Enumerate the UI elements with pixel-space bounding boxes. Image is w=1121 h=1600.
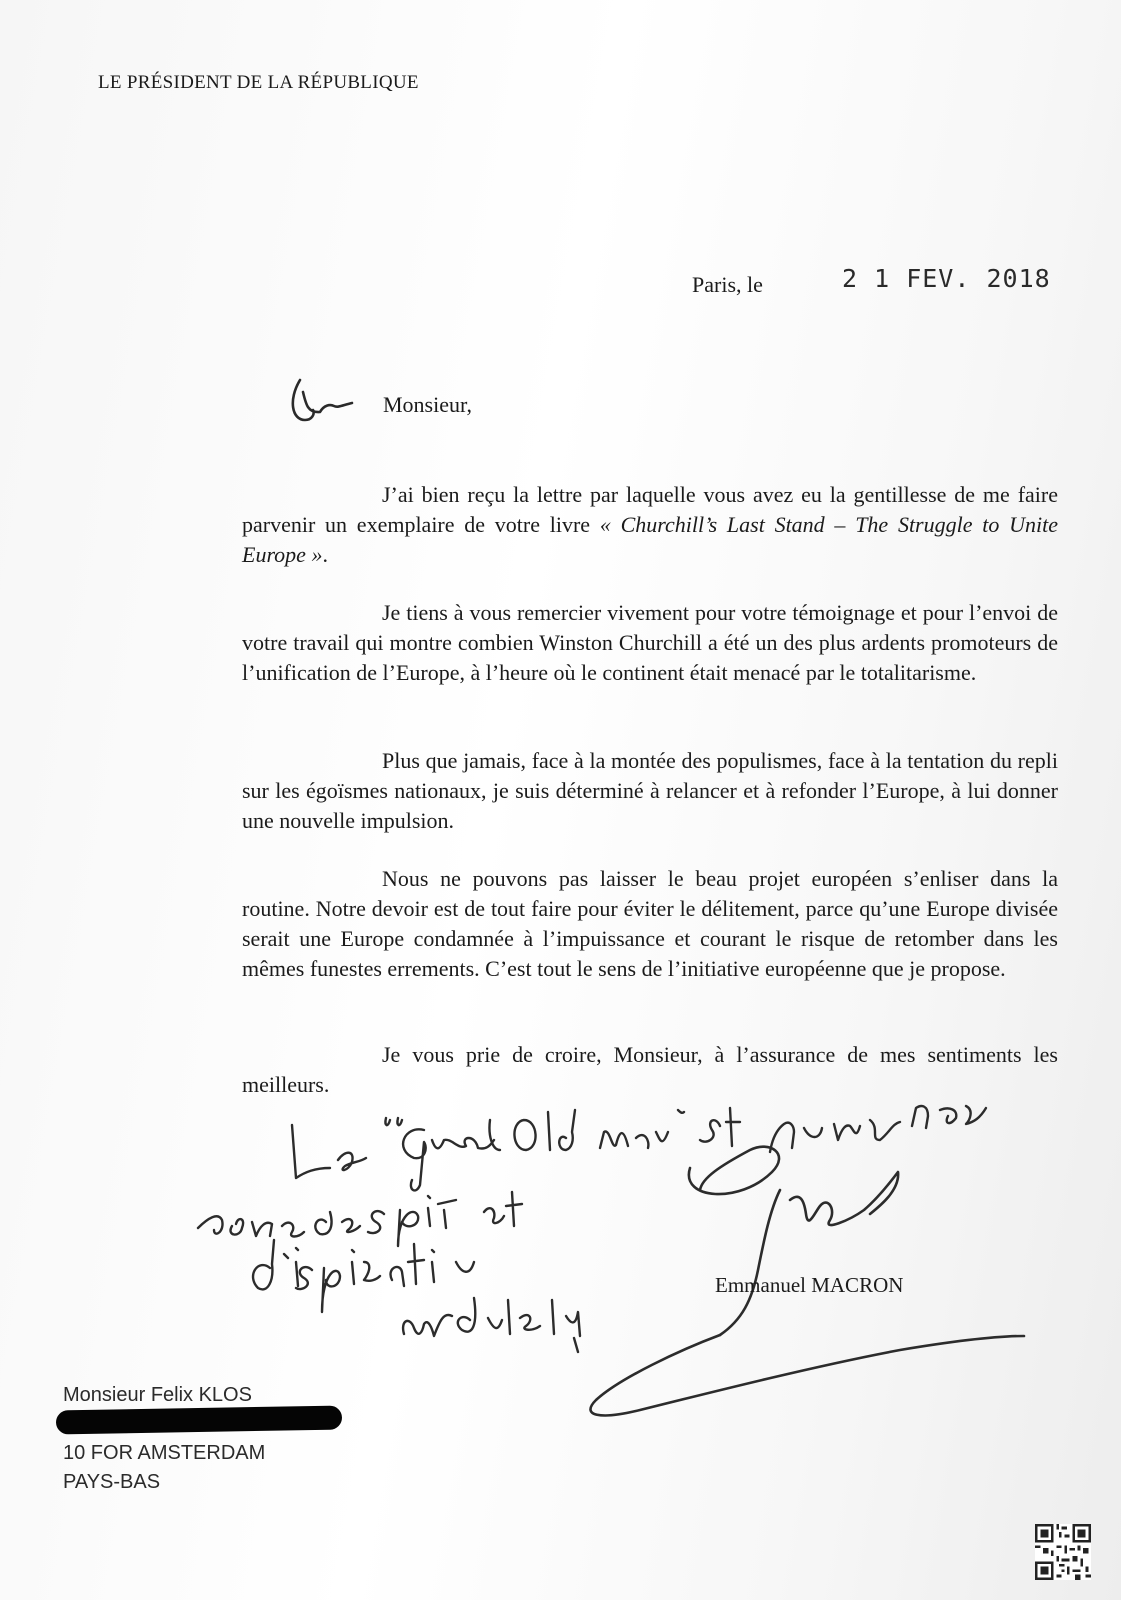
- date-prefix: Paris, le: [692, 272, 763, 297]
- qr-code-icon: [1035, 1524, 1091, 1580]
- redaction-bar: [56, 1406, 342, 1435]
- paragraph-2: Je tiens à vous remercier vivement pour votre témoignage et pour l’envoi de votre travail qui montre combien Winston Churchill a été un des plus ardents promoteurs de l’unification de l’Europe, à l’heure où le continent était menacé par le totalitarisme.: [242, 600, 1058, 685]
- paragraph-5: Je vous prie de croire, Monsieur, à l’assurance de mes sentiments les meilleurs.: [242, 1042, 1058, 1097]
- paragraph-1-lead: J’ai bien reçu la lettre par laquelle vous avez eu la gentillesse de me faire parvenir un exemplaire de votre livre: [242, 482, 1058, 537]
- paragraph-1: [242, 480, 1058, 570]
- paragraph-1-tail: .: [322, 542, 328, 567]
- signature-name: Emmanuel MACRON: [715, 1273, 904, 1297]
- paragraph-4: Nous ne pouvons pas laisser le beau projet européen s’enliser dans la routine. Notre devoir est de tout faire pour éviter le délitement, parce qu’une Europe divisée serait une Europe condamnée à l’impuissance et courant le risque de retomber dans les mêmes funestes errements. C’est tout le sens de l’initiative européenne que je propose.: [242, 866, 1058, 981]
- recipient-city: 10 FOR AMSTERDAM: [63, 1442, 266, 1464]
- recipient-name: Monsieur Felix KLOS: [63, 1384, 252, 1406]
- recipient-country: PAYS-BAS: [63, 1471, 161, 1493]
- salutation: Monsieur,: [383, 392, 472, 417]
- date-stamp: 2 1 FEV. 2018: [842, 264, 1051, 293]
- recipient-address: [63, 1381, 265, 1497]
- book-title: « Churchill’s Last Stand – The Struggle to Unite Europe »: [242, 512, 1058, 567]
- letterhead: LE PRÉSIDENT DE LA RÉPUBLIQUE: [98, 72, 419, 93]
- paragraph-3: Plus que jamais, face à la montée des populismes, face à la tentation du repli sur les égoïsmes nationaux, je suis déterminé à relancer et à refonder l’Europe, à lui donner une nouvelle impulsion.: [242, 748, 1058, 833]
